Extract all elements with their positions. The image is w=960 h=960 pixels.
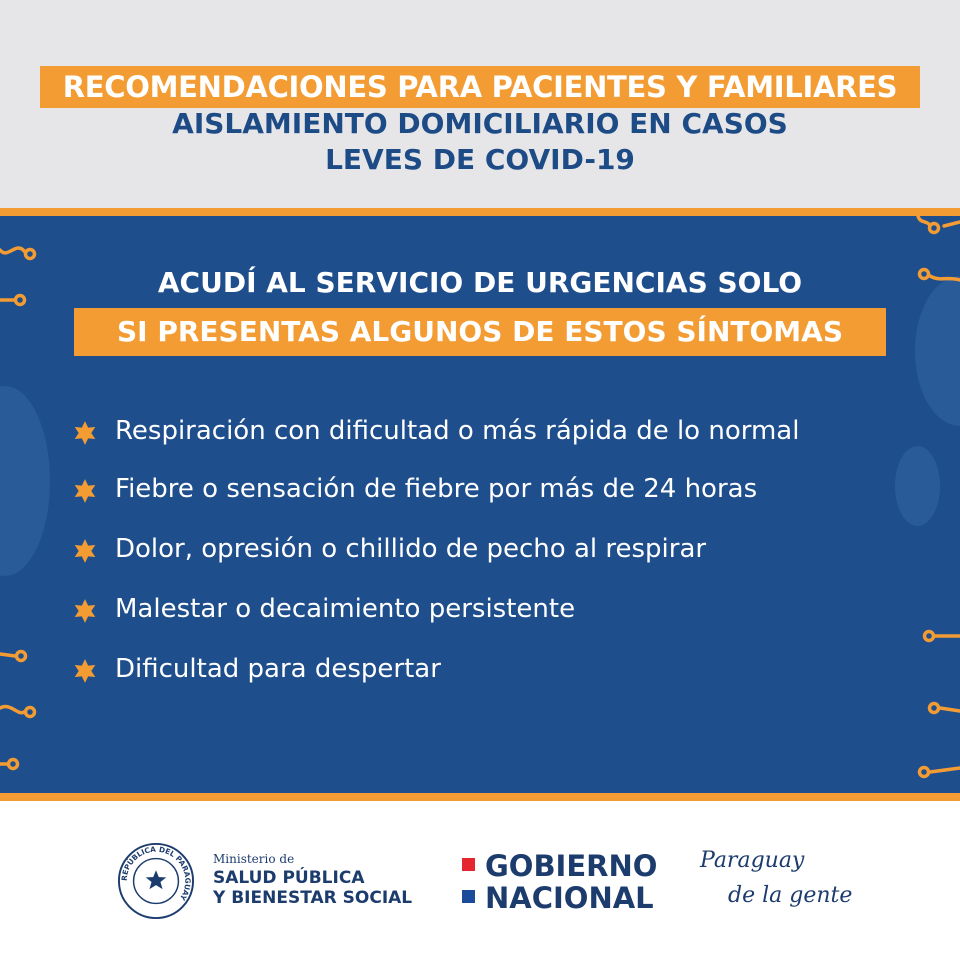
svg-text:REPÚBLICA DEL PARAGUAY: REPÚBLICA DEL PARAGUAY: [119, 844, 193, 903]
panel-highlight-text: SI PRESENTAS ALGUNOS DE ESTOS SÍNTOMAS: [116, 315, 843, 348]
orange-star-icon: [72, 420, 98, 446]
orange-star-icon: [72, 598, 98, 624]
symptom-list: [72, 414, 892, 687]
panel-heading: ACUDÍ AL SERVICIO DE URGENCIAS SOLO: [157, 266, 803, 299]
symptom-text: Malestar o decaimiento persistente: [115, 594, 576, 624]
footer: [0, 801, 960, 960]
header-subtitle-line1: AISLAMIENTO DOMICILIARIO EN CASOS: [172, 107, 788, 140]
symptom-text: Dolor, opresión o chillido de pecho al respirar: [115, 534, 707, 564]
symptoms-panel: [0, 216, 960, 793]
ministry-name-line2: Y BIENESTAR SOCIAL: [213, 888, 413, 908]
panel-highlight-bar: [74, 308, 886, 356]
divider-bottom: [0, 793, 960, 801]
slogan-line2: de la gente: [728, 883, 853, 908]
header-title-bar: [40, 66, 920, 108]
header-subtitle-line2: LEVES DE COVID-19: [325, 143, 635, 176]
ministry-name-line1: SALUD PÚBLICA: [213, 868, 365, 888]
flag-red-square: [462, 858, 475, 871]
symptom-text: Respiración con dificultad o más rápida de lo normal: [115, 416, 800, 446]
symptom-text: Dificultad para despertar: [115, 654, 441, 684]
header: [0, 0, 960, 208]
gobierno-line1: GOBIERNO: [485, 849, 658, 883]
orange-star-icon: [72, 538, 98, 564]
list-item: [72, 472, 892, 507]
flag-blue-square: [462, 890, 475, 903]
list-item: [72, 652, 892, 687]
list-item: [72, 414, 892, 449]
gobierno-line2: NACIONAL: [485, 881, 654, 915]
republic-paraguay-seal-icon: [117, 842, 195, 920]
header-title: RECOMENDACIONES PARA PACIENTES Y FAMILIARES: [62, 70, 898, 104]
divider-top: [0, 208, 960, 216]
ministry-label-small: Ministerio de: [213, 852, 295, 866]
slogan-line1: Paraguay: [700, 848, 805, 873]
orange-star-icon: [72, 478, 98, 504]
symptom-text: Fiebre o sensación de fiebre por más de 24 horas: [115, 474, 758, 504]
list-item: [72, 532, 892, 567]
orange-star-icon: [72, 658, 98, 684]
list-item: [72, 592, 892, 627]
